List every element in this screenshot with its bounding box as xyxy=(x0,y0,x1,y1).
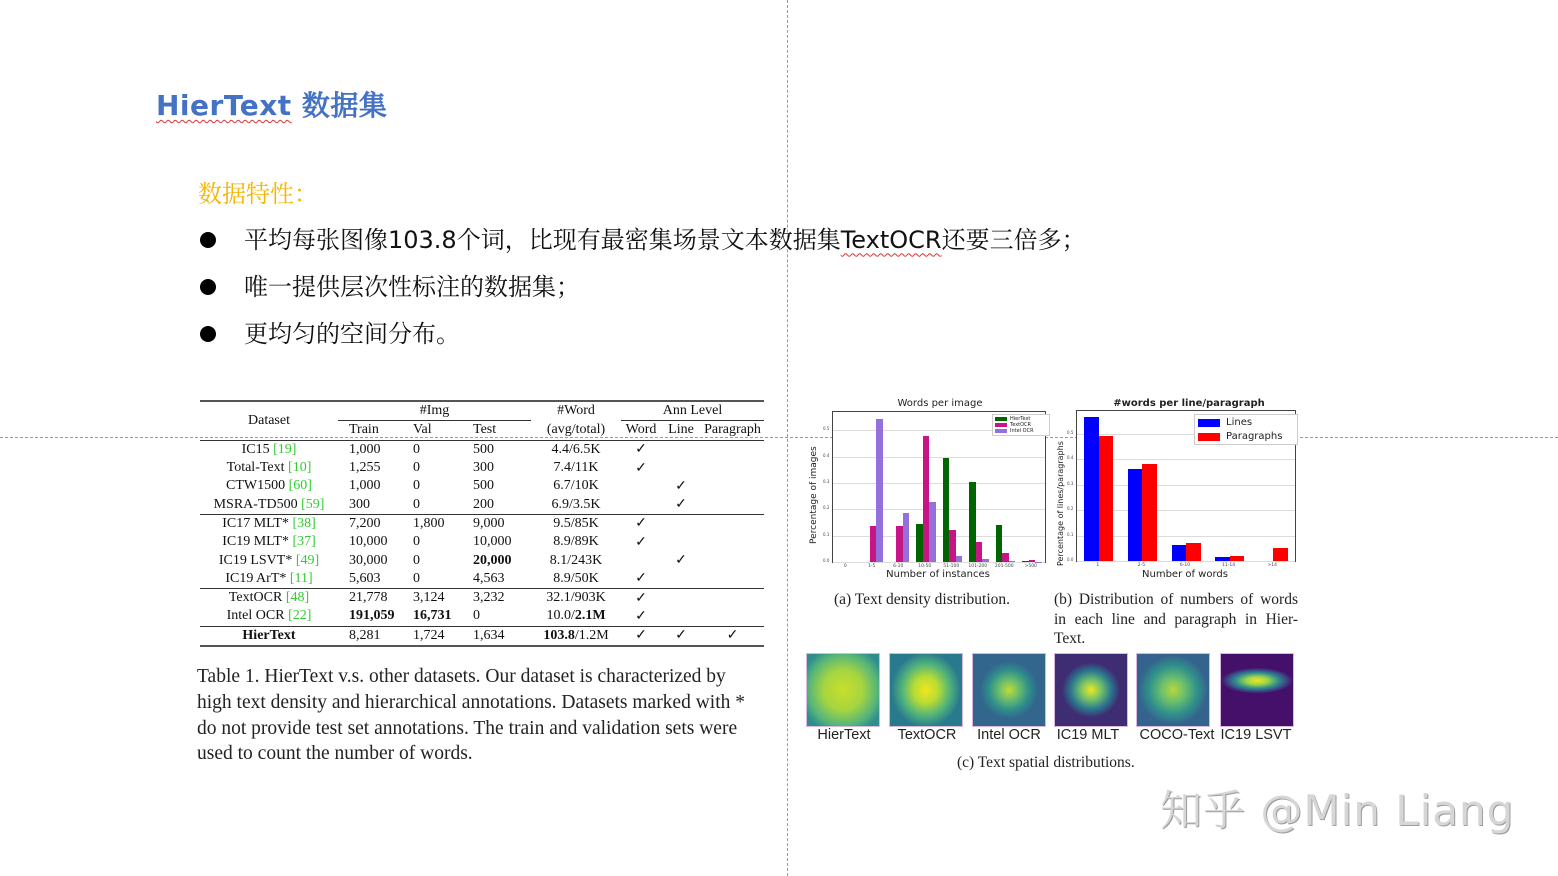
table-row xyxy=(200,551,764,569)
bar xyxy=(1186,543,1201,561)
legend-label: Paragraphs xyxy=(1226,431,1283,442)
header-val: Val xyxy=(413,422,432,438)
table-header-row xyxy=(200,401,764,421)
gridline xyxy=(833,483,1045,484)
reference-link[interactable]: [59] xyxy=(301,496,325,512)
line-check xyxy=(661,607,701,626)
heatmap-label: IC19 LSVT xyxy=(1220,727,1292,743)
legend-swatch-icon xyxy=(995,429,1007,433)
x-tick-label: 1 xyxy=(1096,563,1100,568)
val-count: 16,731 xyxy=(413,608,452,624)
test-count: 0 xyxy=(473,608,480,624)
word-check: ✓ xyxy=(635,534,647,550)
heatmap-label: COCO-Text xyxy=(1139,727,1215,743)
line-check xyxy=(661,570,701,589)
section-subheading: 数据特性： xyxy=(198,180,318,208)
chart-legend xyxy=(992,414,1050,436)
header-ann-level: Ann Level xyxy=(621,401,764,421)
test-count: 9,000 xyxy=(473,514,531,533)
line-check: ✓ xyxy=(661,626,701,646)
heatmap-cocotext xyxy=(1136,653,1210,727)
paragraph-check xyxy=(701,459,764,477)
paragraph-check: ✓ xyxy=(701,626,764,646)
dataset-name: MSRA-TD500 xyxy=(213,496,302,512)
train-count: 10,000 xyxy=(349,534,388,550)
y-tick-label: 0.1 xyxy=(823,531,830,537)
y-tick-label: 0.3 xyxy=(823,479,830,485)
val-count: 0 xyxy=(413,570,420,586)
chart-title: #words per line/paragraph xyxy=(1113,398,1265,409)
x-tick-label: 51-100 xyxy=(943,564,960,569)
dataset-name: IC19 LSVT* xyxy=(218,552,296,568)
train-count: 1,000 xyxy=(338,440,413,459)
paragraph-check xyxy=(701,477,764,495)
y-tick-label: 0.4 xyxy=(823,452,830,458)
dataset-name: IC17 MLT* xyxy=(222,515,293,531)
gridline xyxy=(833,536,1045,537)
line-check: ✓ xyxy=(675,497,687,513)
val-count: 0 xyxy=(413,460,420,476)
chart-title: Words per image xyxy=(897,398,983,409)
bar xyxy=(1142,464,1157,561)
bar xyxy=(1230,556,1245,561)
reference-link[interactable]: [48] xyxy=(285,590,310,606)
bar xyxy=(956,556,963,562)
dataset-name: TextOCR xyxy=(228,590,286,606)
table-row xyxy=(200,607,764,626)
y-tick-label: 0.5 xyxy=(823,426,830,432)
legend-swatch-icon xyxy=(1198,419,1220,427)
reference-link[interactable]: [37] xyxy=(292,534,316,550)
paragraph-check xyxy=(701,440,764,459)
x-tick-label: 2-5 xyxy=(1137,563,1146,568)
x-axis-label: Number of words xyxy=(1142,569,1228,580)
word-check: ✓ xyxy=(621,626,661,646)
word-check: ✓ xyxy=(635,608,647,624)
x-tick-label: 11-14 xyxy=(1222,563,1236,568)
list-item xyxy=(198,310,1086,357)
dataset-comparison-table xyxy=(200,400,764,647)
test-count: 20,000 xyxy=(473,552,512,568)
word-stats: 7.4/11K xyxy=(553,460,599,476)
word-check: ✓ xyxy=(635,460,647,476)
bullet-text: 平均每张图像103.8个词，比现有最密集场景文本数据集 xyxy=(244,225,841,254)
test-count: 10,000 xyxy=(473,534,512,550)
line-check xyxy=(661,588,701,607)
reference-link[interactable]: [19] xyxy=(273,441,297,457)
y-axis-label: Percentage of lines/paragraphs xyxy=(1056,441,1065,566)
test-count: 4,563 xyxy=(473,570,505,586)
bar xyxy=(1128,469,1143,561)
legend-label: Lines xyxy=(1226,417,1253,428)
word-avg: 103.8 xyxy=(543,627,575,643)
y-tick-label: 0.2 xyxy=(823,505,830,511)
train-count: 1,255 xyxy=(349,460,381,476)
word-check: ✓ xyxy=(621,514,661,533)
dataset-name: IC19 MLT* xyxy=(222,534,293,550)
val-count: 0 xyxy=(413,478,420,494)
x-tick-label: 6-10 xyxy=(893,564,904,569)
words-per-line-chart xyxy=(1052,398,1302,584)
bar xyxy=(929,502,936,562)
bullet-text: 唯一提供层次性标注的数据集； xyxy=(244,272,580,301)
header-img: #Img xyxy=(338,401,531,421)
train-count: 1,000 xyxy=(349,478,381,494)
paragraph-check xyxy=(701,588,764,607)
word-stats: 6.9/3.5K xyxy=(551,496,601,512)
legend-swatch-icon xyxy=(1198,433,1220,441)
paragraph-check xyxy=(701,570,764,589)
reference-link[interactable]: [22] xyxy=(288,608,312,624)
x-tick-label: 10-50 xyxy=(918,564,932,569)
header-word-sub: (avg/total) xyxy=(546,422,606,438)
reference-link[interactable]: [11] xyxy=(289,570,313,586)
val-count: 0 xyxy=(413,440,473,459)
y-tick-label: 0.0 xyxy=(1067,557,1074,562)
word-stats: 6.7/10K xyxy=(553,478,599,494)
val-count: 1,800 xyxy=(413,514,473,533)
paragraph-check xyxy=(701,551,764,569)
line-check: ✓ xyxy=(675,553,687,569)
legend-label: Intel OCR xyxy=(1010,428,1034,434)
figure-caption-b: (b) Distribution of numbers of words in each line and paragraph in Hier-Text. xyxy=(1054,591,1298,647)
watermark: 知乎 @Min Liang xyxy=(1160,786,1515,835)
word-check: ✓ xyxy=(621,440,661,459)
val-count: 1,724 xyxy=(413,626,473,646)
val-count: 3,124 xyxy=(413,588,473,607)
train-count: 30,000 xyxy=(349,552,388,568)
x-tick-label: 201-500 xyxy=(994,564,1014,569)
figure-caption-a: (a) Text density distribution. xyxy=(834,591,1010,608)
table-row xyxy=(200,440,764,459)
line-check xyxy=(661,514,701,533)
table-row xyxy=(200,495,764,514)
x-tick-label: 6-10 xyxy=(1179,563,1191,568)
header-line-level: Line xyxy=(668,422,694,438)
word-total: 2.1M xyxy=(574,608,606,624)
train-count: 8,281 xyxy=(338,626,413,646)
gridline xyxy=(833,509,1045,510)
bullet-icon xyxy=(200,232,216,248)
test-count: 1,634 xyxy=(473,626,531,646)
heatmap-intelocr xyxy=(972,653,1046,727)
header-test: Test xyxy=(473,422,497,438)
test-count: 500 xyxy=(473,440,531,459)
bar xyxy=(1099,436,1114,561)
table-row xyxy=(200,477,764,495)
paragraph-check xyxy=(701,607,764,626)
table-row xyxy=(200,588,764,607)
y-tick-label: 0.4 xyxy=(1067,455,1074,461)
dataset-name: Total-Text xyxy=(226,460,289,476)
legend-swatch-icon xyxy=(995,423,1007,427)
word-check: ✓ xyxy=(621,588,661,607)
title-chinese: 数据集 xyxy=(291,89,388,122)
header-word-level: Word xyxy=(625,422,657,438)
heatmap-ic19mlt xyxy=(1054,653,1128,727)
y-tick-label: 0.0 xyxy=(823,558,830,563)
header-paragraph-level: Paragraph xyxy=(704,422,761,438)
y-tick-label: 0.3 xyxy=(1067,480,1074,486)
word-check xyxy=(621,551,661,569)
title-english: HierText xyxy=(156,89,292,122)
line-check xyxy=(661,440,701,459)
heatmap-label: HierText xyxy=(817,727,871,743)
line-check: ✓ xyxy=(675,478,687,494)
bullet-text: 更均匀的空间分布。 xyxy=(244,319,460,348)
figure-caption-c: (c) Text spatial distributions. xyxy=(957,754,1135,771)
gridline xyxy=(833,457,1045,458)
heatmap-ic19lsvt xyxy=(1220,653,1294,727)
bullet-icon xyxy=(200,326,216,342)
heatmap-label: IC19 MLT xyxy=(1056,727,1120,743)
gridline xyxy=(1077,561,1295,562)
bar xyxy=(1215,557,1230,561)
legend-swatch-icon xyxy=(995,417,1007,421)
gridline xyxy=(833,562,1045,563)
train-count: 21,778 xyxy=(338,588,413,607)
dataset-name: HierText xyxy=(242,627,296,643)
word-check xyxy=(621,495,661,514)
heatmap-label: TextOCR xyxy=(897,727,957,743)
legend-label: HierText xyxy=(1010,416,1031,422)
bar xyxy=(1172,545,1187,561)
bar xyxy=(903,513,910,562)
y-tick-label: 0.5 xyxy=(1067,429,1074,435)
vertical-guide-line xyxy=(787,0,788,876)
reference-link[interactable]: [60] xyxy=(288,478,312,494)
dataset-name: IC19 ArT* xyxy=(225,570,290,586)
test-count: 500 xyxy=(473,478,494,494)
dataset-name: Intel OCR xyxy=(226,608,289,624)
word-avg: 10.0/ xyxy=(546,608,575,624)
y-tick-label: 0.1 xyxy=(1067,531,1074,537)
legend-item xyxy=(995,428,1047,434)
table-row xyxy=(200,459,764,477)
word-check: ✓ xyxy=(635,571,647,587)
bar xyxy=(1009,561,1016,562)
bar xyxy=(876,419,883,562)
train-count: 191,059 xyxy=(349,608,395,624)
line-check xyxy=(661,459,701,477)
word-stats: 4.4/6.5K xyxy=(531,440,621,459)
reference-link[interactable]: [10] xyxy=(288,460,312,476)
bar xyxy=(982,559,989,562)
x-tick-label: 1-5 xyxy=(868,564,876,569)
test-count: 200 xyxy=(473,496,494,512)
legend-label: TextOCR xyxy=(1010,422,1032,428)
header-train: Train xyxy=(349,422,379,438)
page-title xyxy=(156,84,387,124)
x-tick-label: 0 xyxy=(843,564,847,569)
header-word: #Word xyxy=(531,401,621,421)
reference-link[interactable]: [49] xyxy=(295,552,320,568)
words-per-image-chart xyxy=(806,398,1046,584)
word-stats: 8.9/89K xyxy=(553,534,599,550)
heatmap-label: Intel OCR xyxy=(977,727,1041,743)
heatmap-textocr xyxy=(889,653,963,727)
word-total: /1.2M xyxy=(574,627,609,643)
y-tick-label: 0.2 xyxy=(1067,506,1074,512)
legend-item xyxy=(1198,431,1294,442)
dataset-name: IC15 xyxy=(241,441,274,457)
chart-legend xyxy=(1194,414,1298,445)
table-row xyxy=(200,533,764,551)
word-stats: 8.1/243K xyxy=(549,552,603,568)
legend-item xyxy=(1198,417,1294,428)
table-row xyxy=(200,570,764,589)
bar xyxy=(1273,548,1288,561)
train-count: 300 xyxy=(349,496,370,512)
dataset-name: CTW1500 xyxy=(226,478,289,494)
paragraph-check xyxy=(701,533,764,551)
word-stats: 9.5/85K xyxy=(531,514,621,533)
word-check xyxy=(621,477,661,495)
x-axis-label: Number of instances xyxy=(886,569,990,580)
word-stats: 8.9/50K xyxy=(553,570,599,586)
test-count: 300 xyxy=(473,460,494,476)
train-count: 5,603 xyxy=(349,570,381,586)
list-item xyxy=(198,263,1086,310)
feature-list xyxy=(198,216,1086,357)
train-count: 7,200 xyxy=(338,514,413,533)
x-tick-label: >14 xyxy=(1267,563,1277,568)
table-row-hiertext xyxy=(200,626,764,646)
bullet-icon xyxy=(200,279,216,295)
paragraph-check xyxy=(701,514,764,533)
list-item xyxy=(198,216,1086,263)
x-tick-label: >500 xyxy=(1024,564,1037,569)
paragraph-check xyxy=(701,495,764,514)
y-axis-label: Percentage of images xyxy=(809,446,819,544)
word-stats: 32.1/903K xyxy=(531,588,621,607)
reference-link[interactable]: [38] xyxy=(292,515,316,531)
header-dataset: Dataset xyxy=(200,401,338,440)
x-tick-label: 101-200 xyxy=(968,564,988,569)
heatmap-hiertext xyxy=(806,653,880,727)
bullet-text-marked: TextOCR xyxy=(840,225,942,254)
table-caption: Table 1. HierText v.s. other datasets. Our dataset is characterized by high text density and hierarchical annotations. Datasets marked with * do not provide test set annotations. The train and validation sets were used to count the number of words. xyxy=(197,666,746,765)
table-row xyxy=(200,514,764,533)
val-count: 0 xyxy=(413,552,420,568)
val-count: 0 xyxy=(413,534,420,550)
bar xyxy=(1084,417,1099,561)
line-check xyxy=(661,533,701,551)
val-count: 0 xyxy=(413,496,420,512)
bullet-text-end: 还要三倍多； xyxy=(941,225,1086,254)
test-count: 3,232 xyxy=(473,588,531,607)
